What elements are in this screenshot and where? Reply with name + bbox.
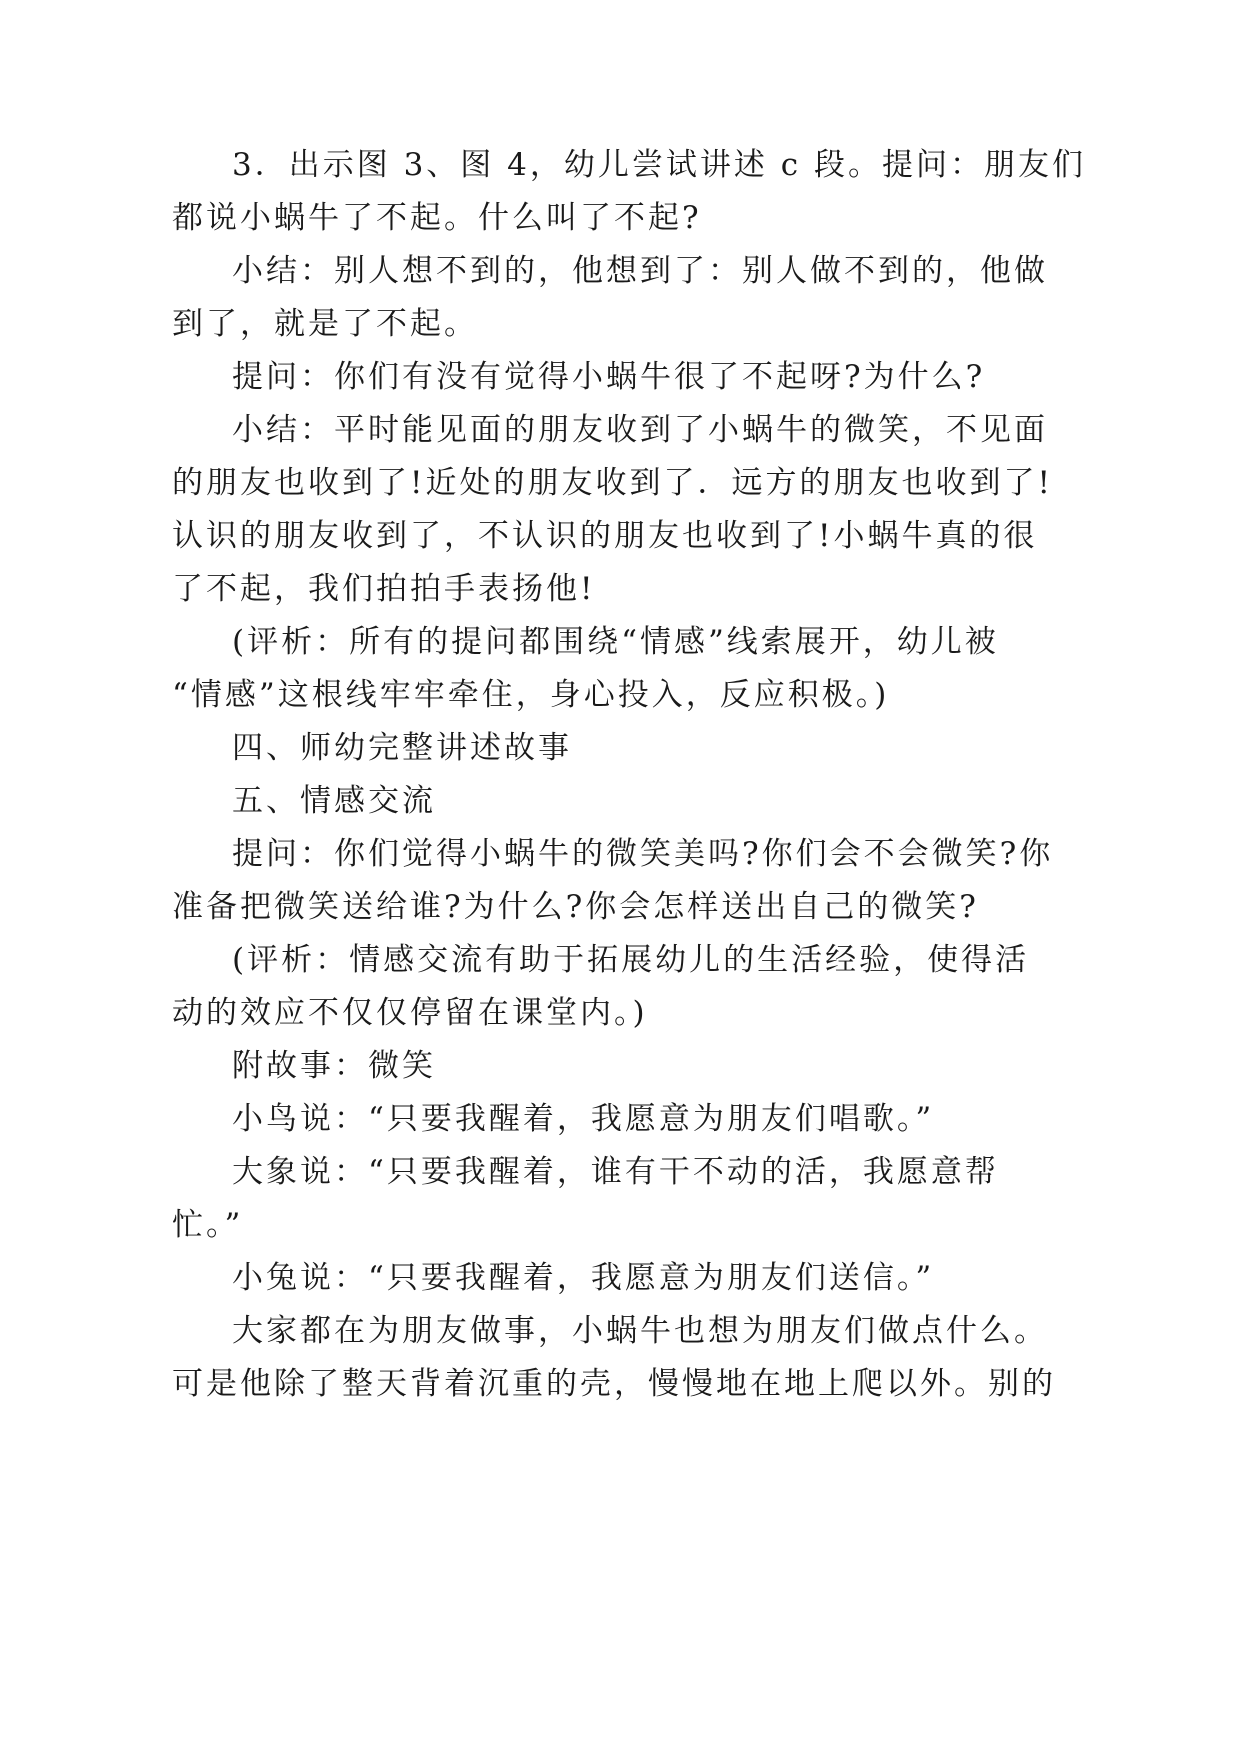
text-line: 大象说：“只要我醒着，谁有干不动的活，我愿意帮 <box>232 1154 999 1190</box>
text-line: 3．出示图 3、图 4，幼儿尝试讲述 c 段。提问：朋友们 <box>232 147 1086 183</box>
text-line: 附故事：微笑 <box>232 1048 436 1084</box>
text-line: 认识的朋友收到了，不认识的朋友也收到了!小蜗牛真的很 <box>172 518 1038 554</box>
text-line: 到了，就是了不起。 <box>172 306 478 342</box>
text-line: 小兔说：“只要我醒着，我愿意为朋友们送信。” <box>232 1260 935 1296</box>
text-line: (评析：情感交流有助于拓展幼儿的生活经验，使得活 <box>232 942 1030 978</box>
text-line: 提问：你们觉得小蜗牛的微笑美吗?你们会不会微笑?你 <box>232 836 1054 872</box>
text-line: 小结：平时能见面的朋友收到了小蜗牛的微笑，不见面 <box>232 412 1048 448</box>
text-line: 小鸟说：“只要我醒着，我愿意为朋友们唱歌。” <box>232 1101 935 1137</box>
text-line: 可是他除了整天背着沉重的壳，慢慢地在地上爬以外。别的 <box>172 1366 1056 1402</box>
text-line: 了不起，我们拍拍手表扬他! <box>172 571 596 607</box>
text-line: 大家都在为朋友做事，小蜗牛也想为朋友们做点什么。 <box>232 1313 1048 1349</box>
text-line: 准备把微笑送给谁?为什么?你会怎样送出自己的微笑? <box>172 889 979 925</box>
text-line: 提问：你们有没有觉得小蜗牛很了不起呀?为什么? <box>232 359 986 395</box>
text-line: 小结：别人想不到的，他想到了：别人做不到的，他做 <box>232 253 1048 289</box>
text-line: “情感”这根线牢牢牵住，身心投入，反应积极。) <box>172 677 890 713</box>
text-line: 五、情感交流 <box>232 783 436 819</box>
text-line: 的朋友也收到了!近处的朋友收到了．远方的朋友也收到了! <box>172 465 1053 501</box>
text-line: (评析：所有的提问都围绕“情感”线索展开，幼儿被 <box>232 624 999 660</box>
text-line: 四、师幼完整讲述故事 <box>232 730 572 766</box>
text-line: 动的效应不仅仅停留在课堂内。) <box>172 995 648 1031</box>
text-line: 都说小蜗牛了不起。什么叫了不起? <box>172 200 702 236</box>
text-line: 忙。” <box>172 1207 244 1243</box>
